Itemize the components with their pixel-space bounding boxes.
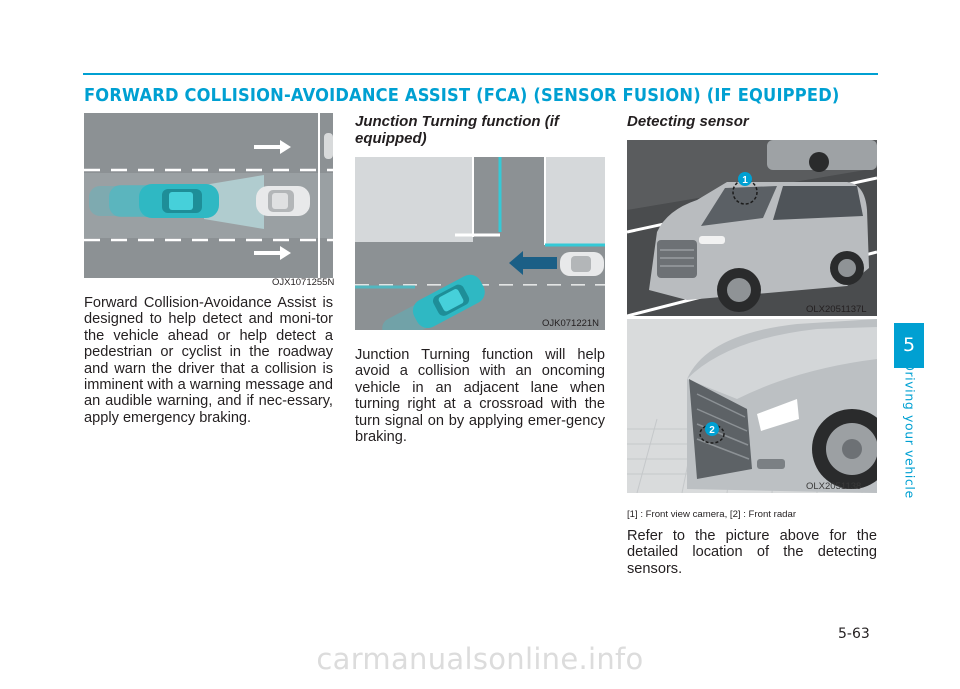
page-number: 5-63 (838, 626, 870, 642)
marker-1-text: 1 (742, 175, 748, 186)
figure-code: OJX1071255N (272, 277, 335, 288)
figure-code: OLX2051138 (806, 481, 862, 492)
junction-turning-description: Junction Turning function will help avoid a collision with an oncoming vehicle in an adjacent lane when turning right at a crossroad with the turn signal on by applying emer-gency braking. (355, 347, 605, 446)
watermark: carmanualsonline.info (316, 642, 644, 676)
chapter-title: Driving your vehicle (902, 361, 918, 499)
fca-description: Forward Collision-Avoidance Assist is designed to help detect and moni-tor the vehicle ahead or help detect a pedestrian or cyclist in the roadway and warn the driver that a collision is imminent with a warning message and an audible warning, and if nec-essary, apply emergency braking. (84, 295, 333, 426)
sensor-description: Refer to the picture above for the detailed location of the detecting sensors. (627, 528, 877, 577)
section-heading: FORWARD COLLISION-AVOIDANCE ASSIST (FCA) (SENSOR FUSION) (IF EQUIPPED) (84, 86, 840, 106)
junction-turning-heading: Junction Turning function (if equipped) (355, 113, 559, 147)
figure-sensor-vehicle (627, 140, 877, 316)
top-rule (83, 73, 878, 75)
sensor-caption: [1] : Front view camera, [2] : Front radar (627, 509, 797, 520)
figure-junction-turning (355, 157, 605, 330)
detecting-sensor-heading: Detecting sensor (627, 113, 749, 130)
figure-sensor-radar (627, 319, 877, 493)
figure-code: OJK071221N (542, 318, 600, 329)
marker-2-text: 2 (709, 425, 715, 436)
chapter-tab: 5 (894, 323, 924, 368)
figure-fca-overview (84, 113, 333, 278)
figure-code: OLX2051137L (806, 304, 867, 315)
